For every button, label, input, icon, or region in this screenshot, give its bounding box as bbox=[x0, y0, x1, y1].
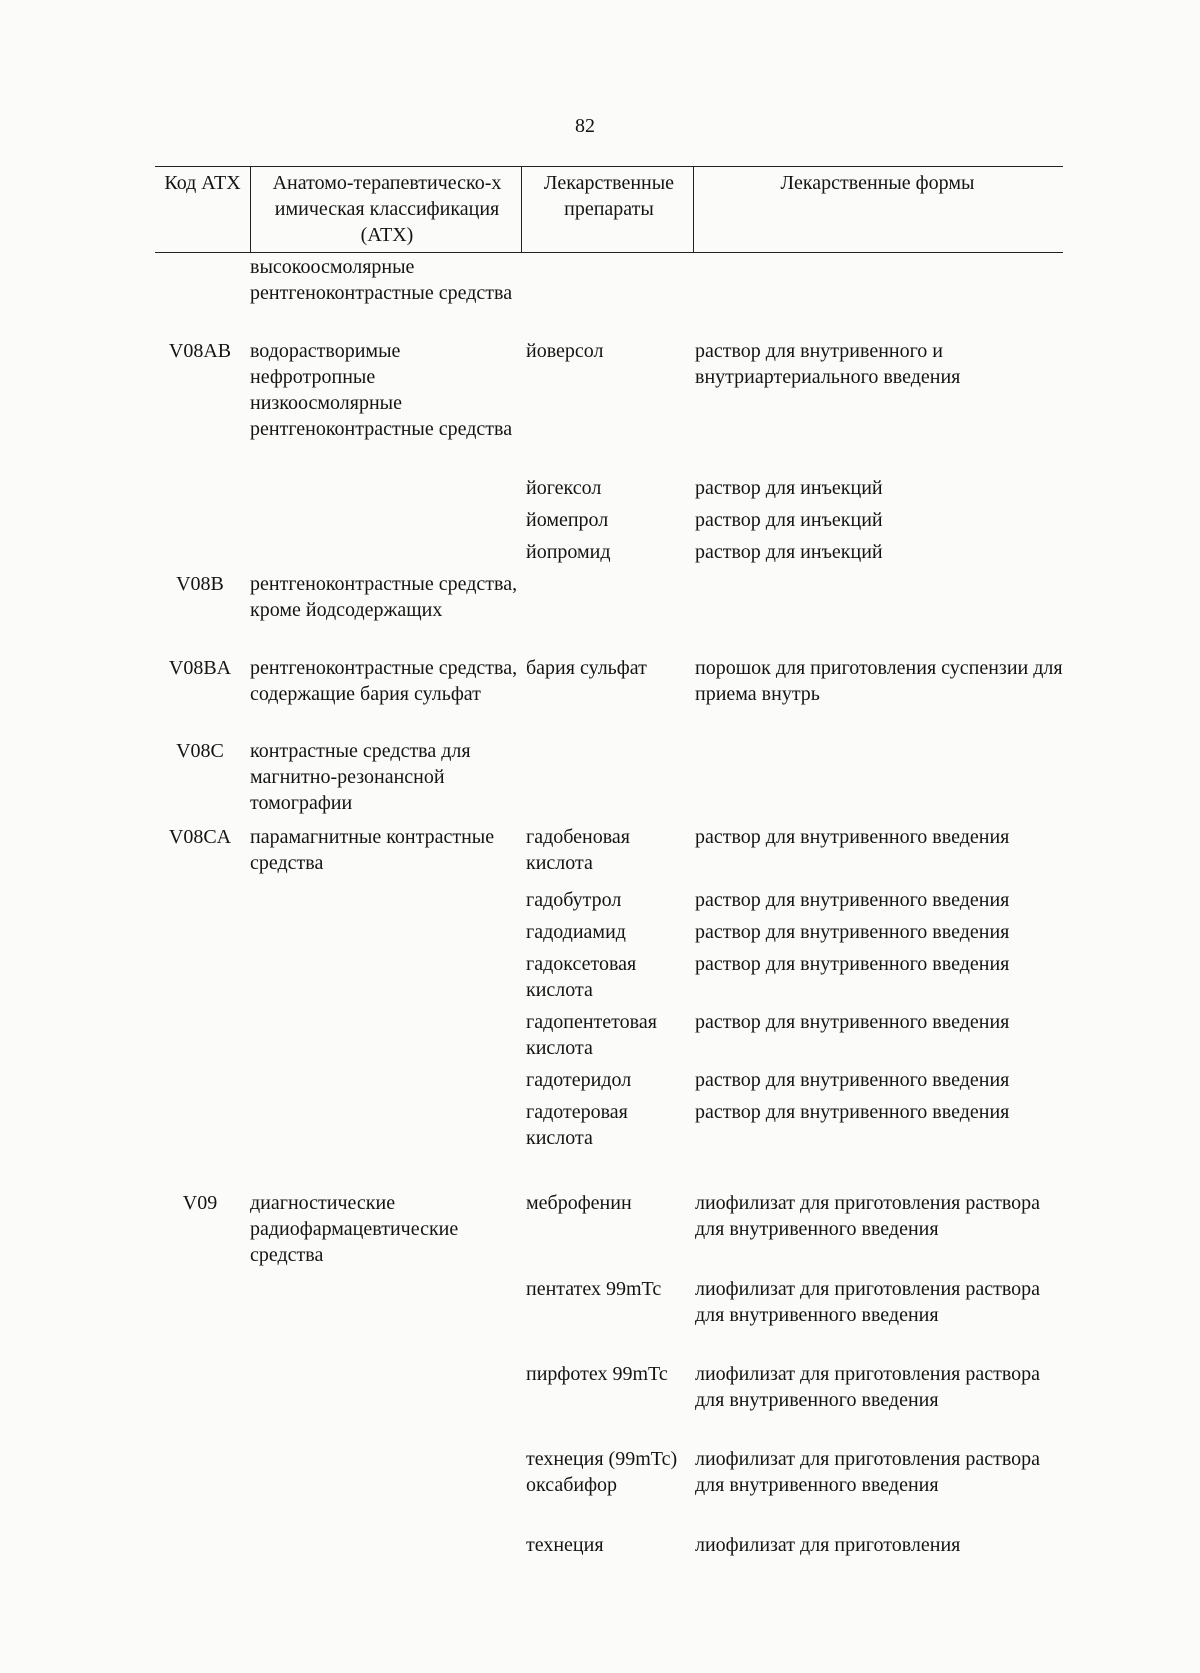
header-classification: Анатомо-терапевтическо-х имическая классификация (АТХ) bbox=[272, 172, 502, 246]
atc-code: V08B bbox=[176, 573, 224, 595]
dosage-form: раствор для внутривенного введения bbox=[695, 1101, 1010, 1123]
dosage-form: раствор для внутривенного и внутриартериального введения bbox=[695, 340, 961, 388]
dosage-form: лиофилизат для приготовления раствора для внутривенного введения bbox=[695, 1448, 1041, 1496]
header-drugs: Лекарственные препараты bbox=[543, 172, 675, 220]
atc-classification: диагностические радиофармацевтические средства bbox=[250, 1192, 459, 1266]
drug-name: технеция (99mTc) оксабифор bbox=[526, 1448, 678, 1496]
page-number: 82 bbox=[575, 115, 595, 137]
table-top-rule bbox=[155, 166, 1063, 167]
atc-code: V08C bbox=[176, 740, 224, 762]
drug-name: гадодиамид bbox=[526, 921, 626, 943]
drug-name: йопромид bbox=[526, 541, 611, 563]
drug-name: бария сульфат bbox=[526, 657, 647, 679]
drug-name: технеция bbox=[526, 1534, 604, 1556]
drug-name: йогексол bbox=[526, 477, 602, 499]
drug-name: меброфенин bbox=[526, 1192, 632, 1214]
dosage-form: раствор для внутривенного введения bbox=[695, 826, 1010, 848]
drug-name: гадотеровая кислота bbox=[526, 1101, 628, 1149]
drug-name: гадобеновая кислота bbox=[526, 826, 631, 874]
header-divider bbox=[250, 166, 251, 252]
dosage-form: раствор для инъекций bbox=[695, 541, 883, 563]
drug-name: пирфотех 99mTc bbox=[526, 1363, 668, 1385]
atc-classification: высокоосмолярные рентгеноконтрастные средства bbox=[250, 256, 513, 304]
header-code: Код АТХ bbox=[164, 172, 241, 194]
dosage-form: раствор для внутривенного введения bbox=[695, 921, 1010, 943]
drug-name: йоверсол bbox=[526, 340, 604, 362]
drug-name: пентатех 99mTc bbox=[526, 1278, 662, 1300]
dosage-form: раствор для внутривенного введения bbox=[695, 889, 1010, 911]
atc-classification: рентгеноконтрастные средства, содержащие бария сульфат bbox=[250, 657, 518, 705]
dosage-form: раствор для инъекций bbox=[695, 509, 883, 531]
table-header-rule bbox=[155, 252, 1063, 253]
header-forms: Лекарственные формы bbox=[780, 172, 975, 194]
atc-classification: водорастворимые нефротропные низкоосмолярные рентгеноконтрастные средства bbox=[250, 340, 513, 440]
dosage-form: раствор для внутривенного введения bbox=[695, 953, 1010, 975]
atc-classification: контрастные средства для магнитно-резонансной томографии bbox=[250, 740, 471, 814]
atc-code: V08BA bbox=[168, 657, 232, 679]
atc-code: V09 bbox=[182, 1192, 218, 1214]
drug-name: гадопентетовая кислота bbox=[526, 1011, 657, 1059]
dosage-form: лиофилизат для приготовления раствора для внутривенного введения bbox=[695, 1192, 1041, 1240]
dosage-form: раствор для внутривенного введения bbox=[695, 1069, 1010, 1091]
drug-name: гадотеридол bbox=[526, 1069, 632, 1091]
atc-classification: рентгеноконтрастные средства, кроме йодсодержащих bbox=[250, 573, 518, 621]
dosage-form: раствор для внутривенного введения bbox=[695, 1011, 1010, 1033]
dosage-form: лиофилизат для приготовления раствора для внутривенного введения bbox=[695, 1278, 1041, 1326]
dosage-form: лиофилизат для приготовления раствора для внутривенного введения bbox=[695, 1363, 1041, 1411]
atc-code: V08AB bbox=[168, 340, 232, 362]
drug-name: йомепрол bbox=[526, 509, 609, 531]
drug-name: гадоксетовая кислота bbox=[526, 953, 637, 1001]
dosage-form: раствор для инъекций bbox=[695, 477, 883, 499]
dosage-form: лиофилизат для приготовления bbox=[695, 1534, 961, 1556]
atc-code: V08CA bbox=[168, 826, 232, 848]
drug-name: гадобутрол bbox=[526, 889, 622, 911]
atc-classification: парамагнитные контрастные средства bbox=[250, 826, 495, 874]
header-divider bbox=[693, 166, 694, 252]
dosage-form: порошок для приготовления суспензии для приема внутрь bbox=[695, 657, 1063, 705]
